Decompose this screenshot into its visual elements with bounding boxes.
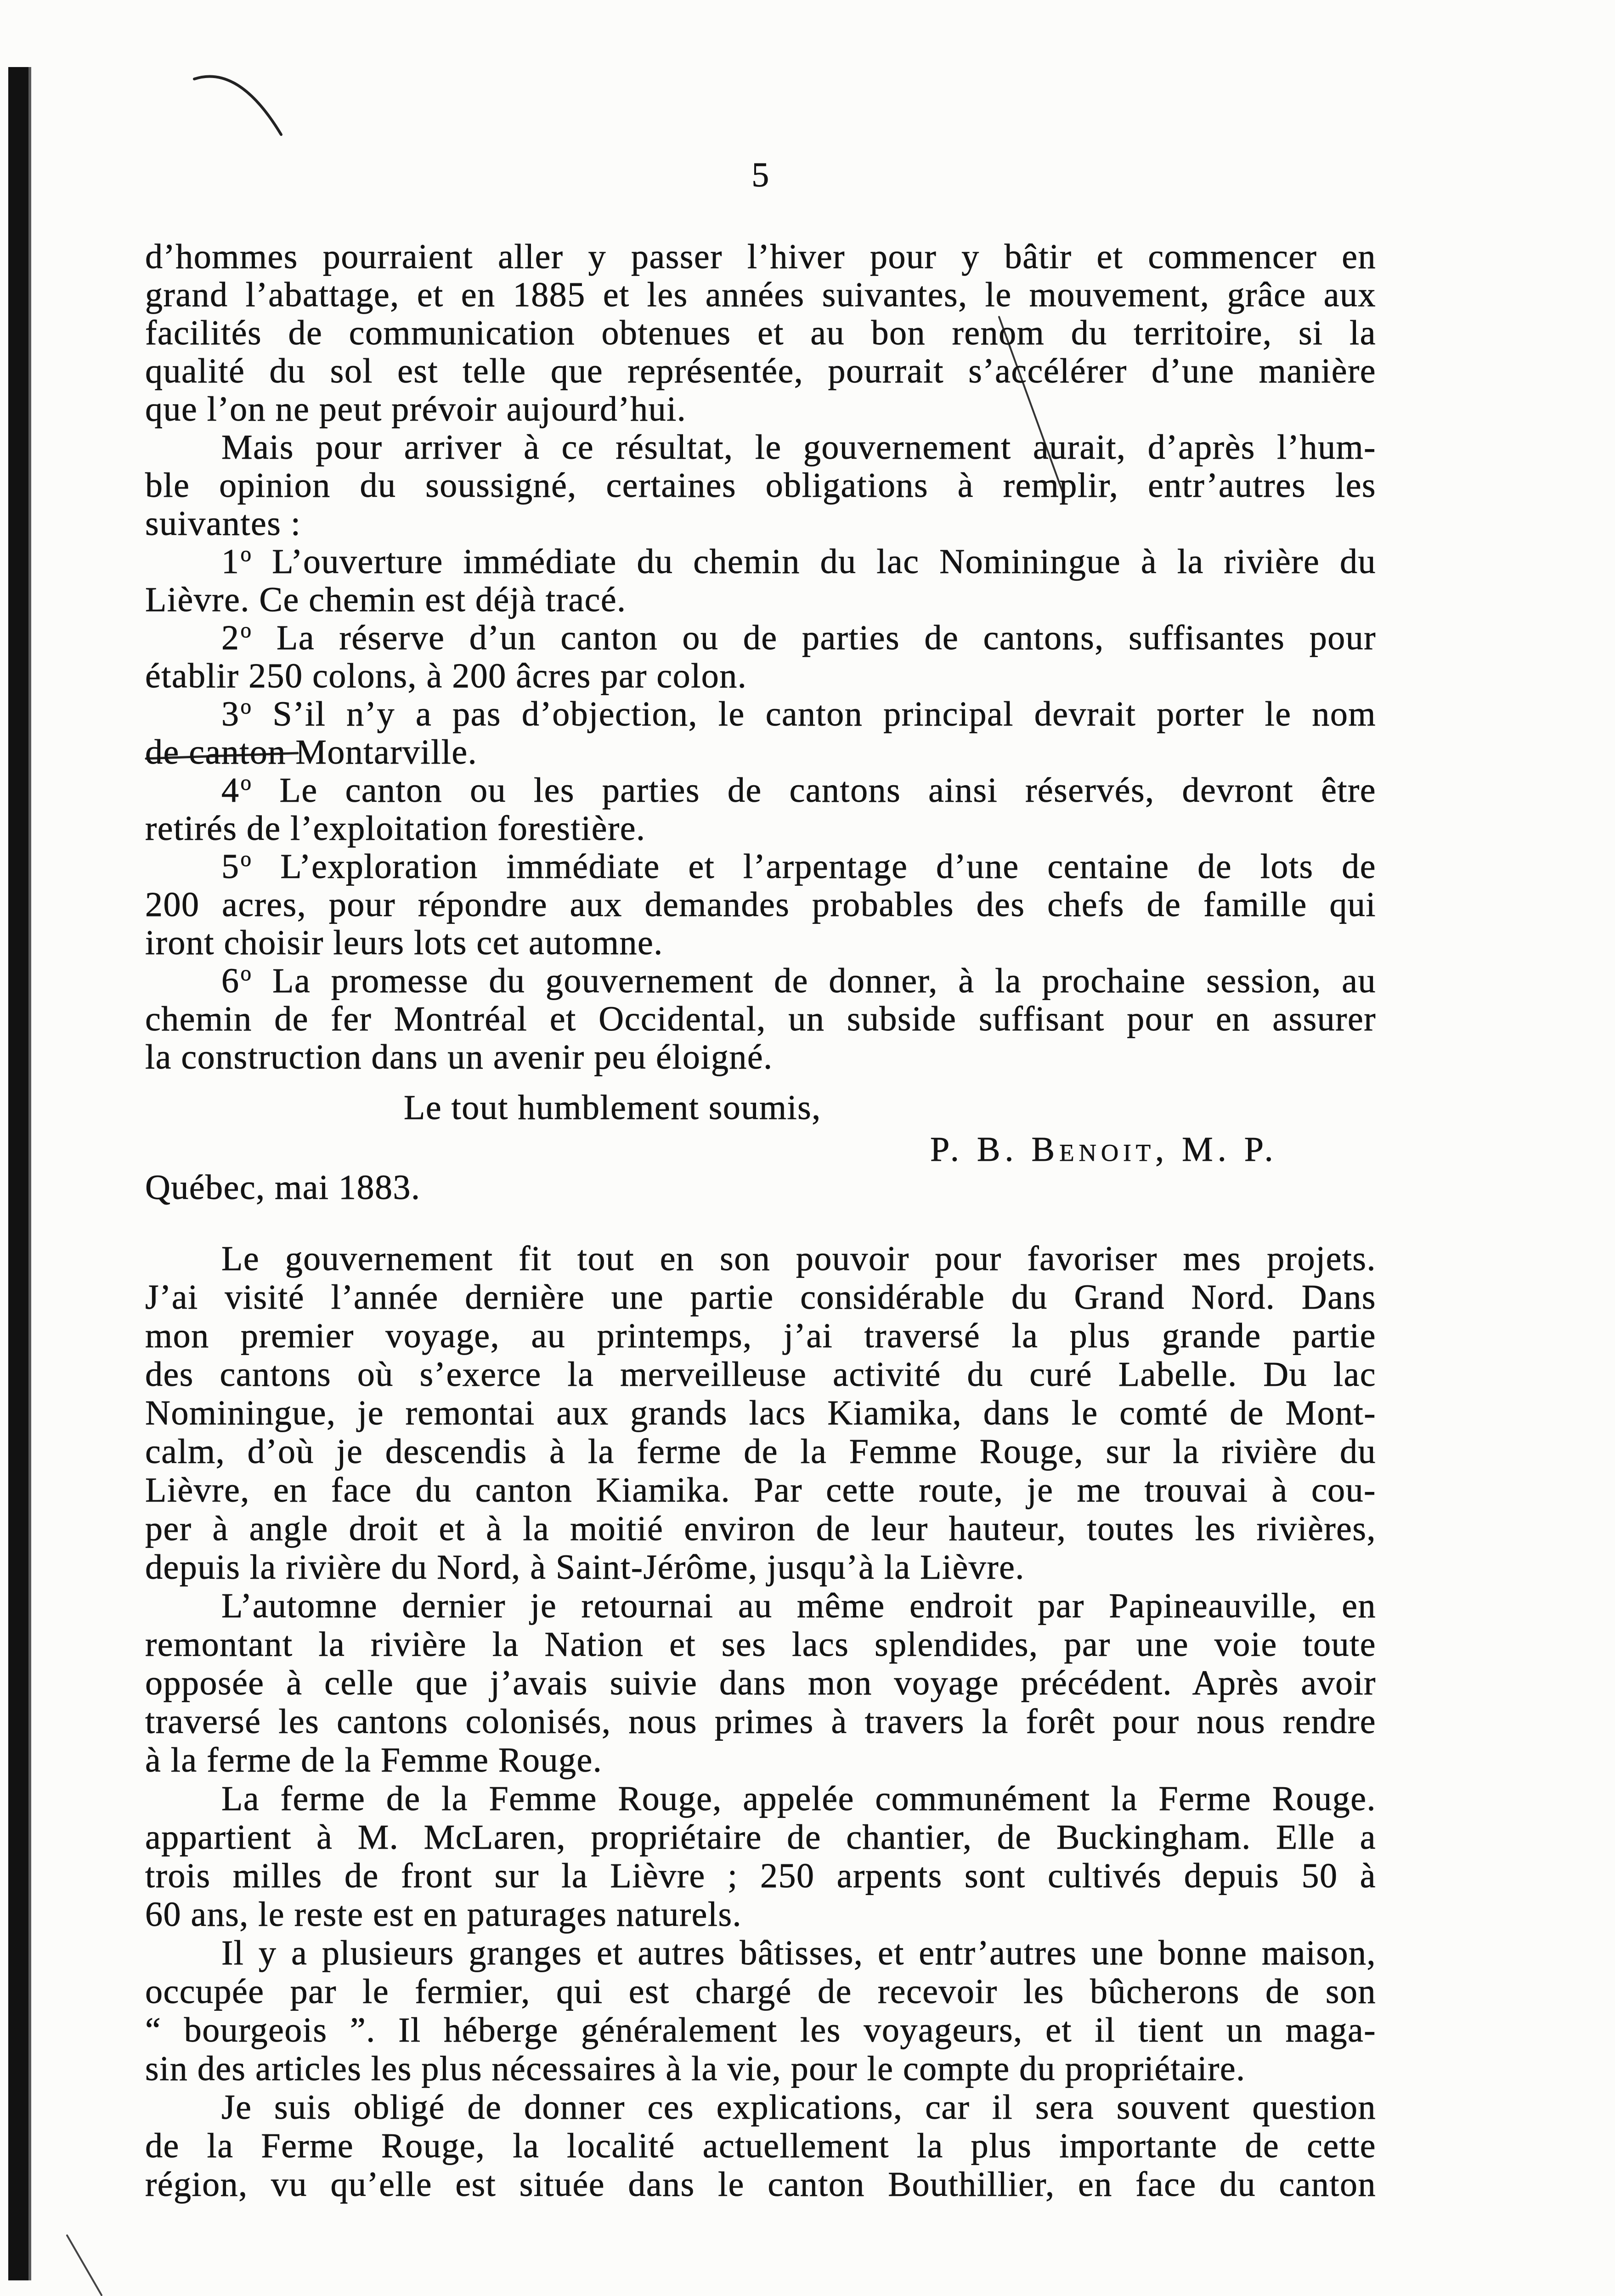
- page-text: [145, 238, 1376, 2204]
- list-item-text: La promesse du gouvernement de donner, à la prochaine session, au: [272, 962, 1376, 1000]
- text-line: région, vu qu’elle est située dans le canton Bouthillier, en face du canton: [145, 2165, 1376, 2204]
- list-item-ordinal: o: [240, 542, 252, 567]
- text-line: iront choisir leurs lots cet automne.: [145, 923, 663, 962]
- text-line: mon premier voyage, au printemps, j’ai traversé la plus grande partie: [145, 1317, 1376, 1355]
- text-line: des cantons où s’exerce la merveilleuse activité du curé Labelle. Du lac: [145, 1355, 1376, 1394]
- list-item-ordinal: o: [240, 771, 252, 795]
- text-line: [145, 543, 1376, 581]
- list-item-text: Le canton ou les parties de cantons ainsi réservés, devront être: [279, 771, 1376, 810]
- closing-line: Le tout humblement soumis,: [404, 1088, 821, 1127]
- text-line: que l’on ne peut prévoir aujourd’hui.: [145, 390, 687, 428]
- list-item-text: S’il n’y a pas d’objection, le canton principal devrait porter le nom: [272, 695, 1376, 733]
- list-item-ordinal: o: [240, 962, 252, 986]
- paragraph: [145, 1934, 1376, 2088]
- text-line: remontant la rivière la Nation et ses lacs splendides, par une voie toute: [145, 1625, 1376, 1664]
- text-line: ble opinion du soussigné, certaines obligations à remplir, entr’autres les: [145, 466, 1376, 505]
- text-line: per à angle droit et à la moitié environ de leur hauteur, toutes les rivières,: [145, 1509, 1376, 1548]
- text-line: 60 ans, le reste est en paturages naturels.: [145, 1895, 742, 1934]
- list-item-number: 3: [221, 695, 240, 733]
- text-line: calm, d’où je descendis à la ferme de la Femme Rouge, sur la rivière du: [145, 1432, 1376, 1471]
- text-line: suivantes :: [145, 504, 301, 543]
- text-line: J’ai visité l’année dernière une partie considérable du Grand Nord. Dans: [145, 1278, 1376, 1317]
- list-item: [145, 771, 1376, 848]
- list-item-ordinal: o: [240, 695, 252, 719]
- paragraph: [145, 238, 1376, 428]
- scan-edge-shadow: [28, 67, 31, 2280]
- text-line: établir 250 colons, à 200 âcres par colon.: [145, 657, 747, 695]
- text-line: opposée à celle que j’avais suivie dans mon voyage précédent. Après avoir: [145, 1664, 1376, 1702]
- list-item: [145, 543, 1376, 619]
- paragraph: [145, 1239, 1376, 1587]
- list-item: [145, 962, 1376, 1076]
- text-line: grand l’abattage, et en 1885 et les années suivantes, le mouvement, grâce aux: [145, 276, 1376, 314]
- text-line: Mais pour arriver à ce résultat, le gouvernement aurait, d’après l’hum-: [221, 428, 1376, 467]
- text-line: La ferme de la Femme Rouge, appelée communément la Ferme Rouge.: [221, 1779, 1376, 1818]
- text-line: sin des articles les plus nécessaires à la vie, pour le compte du propriétaire.: [145, 2049, 1246, 2088]
- text-line: la construction dans un avenir peu éloigné.: [145, 1038, 773, 1076]
- text-line: trois milles de front sur la Lièvre ; 250 arpents sont cultivés depuis 50 à: [145, 1857, 1376, 1895]
- signature: P. B. Benoit, M. P.: [930, 1130, 1278, 1169]
- list-item-number: 5: [221, 847, 240, 886]
- paragraph: [145, 428, 1376, 543]
- list-item-number: 1: [221, 542, 240, 581]
- page-number: 5: [751, 156, 770, 194]
- text-line: [145, 695, 1376, 733]
- text-line: Il y a plusieurs granges et autres bâtisses, et entr’autres une bonne maison,: [221, 1934, 1376, 1972]
- list-item-ordinal: o: [240, 619, 252, 643]
- text-line: retirés de l’exploitation forestière.: [145, 809, 646, 848]
- report-section: [145, 238, 1376, 1207]
- paragraph: [145, 2088, 1376, 2204]
- text-line: L’automne dernier je retournai au même endroit par Papineauville, en: [221, 1587, 1376, 1625]
- list-item-text: L’exploration immédiate et l’arpentage d’une centaine de lots de: [280, 847, 1377, 886]
- list-item-number: 2: [221, 619, 240, 657]
- text-line: de la Ferme Rouge, la localité actuellement la plus importante de cette: [145, 2127, 1376, 2165]
- pen-corner-mark: [67, 2235, 102, 2295]
- text-line: chemin de fer Montréal et Occidental, un subside suffisant pour en assurer: [145, 1000, 1376, 1038]
- text-line: de canton Montarville.: [145, 733, 478, 771]
- text-line: Nominingue, je remontai aux grands lacs Kiamika, dans le comté de Mont-: [145, 1394, 1376, 1432]
- narrative-section: [145, 1239, 1376, 2204]
- text-line: Le gouvernement fit tout en son pouvoir pour favoriser mes projets.: [221, 1239, 1376, 1278]
- list-item-text: L’ouverture immédiate du chemin du lac Nominingue à la rivière du: [272, 542, 1376, 581]
- text-line: “ bourgeois ”. Il héberge généralement les voyageurs, et il tient un maga-: [145, 2011, 1376, 2049]
- scan-edge: [8, 67, 28, 2280]
- text-line: traversé les cantons colonisés, nous primes à travers la forêt pour nous rendre: [145, 1702, 1376, 1741]
- text-line: Lièvre. Ce chemin est déjà tracé.: [145, 580, 627, 619]
- list-item-text: La réserve d’un canton ou de parties de cantons, suffisantes pour: [276, 619, 1377, 657]
- list-item: [145, 619, 1376, 695]
- text-line: [145, 771, 1376, 810]
- list-item-ordinal: o: [240, 847, 252, 872]
- pen-curve-mark: [194, 76, 281, 135]
- list-item: [145, 695, 1376, 771]
- list-item-number: 4: [221, 771, 240, 810]
- text-line: facilités de communication obtenues et au bon renom du territoire, si la: [145, 314, 1376, 352]
- text-line: 200 acres, pour répondre aux demandes probables des chefs de famille qui: [145, 885, 1376, 924]
- text-line: appartient à M. McLaren, propriétaire de chantier, de Buckingham. Elle a: [145, 1818, 1376, 1857]
- paragraph: [145, 1779, 1376, 1934]
- text-line: qualité du sol est telle que représentée, pourrait s’accélérer d’une manière: [145, 352, 1376, 390]
- text-line: [145, 848, 1376, 886]
- place-date: Québec, mai 1883.: [145, 1168, 421, 1207]
- text-line: Lièvre, en face du canton Kiamika. Par cette route, je me trouvai à cou-: [145, 1471, 1376, 1509]
- text-line: occupée par le fermier, qui est chargé de recevoir les bûcherons de son: [145, 1972, 1376, 2011]
- text-line: d’hommes pourraient aller y passer l’hiver pour y bâtir et commencer en: [145, 237, 1376, 276]
- text-line: Je suis obligé de donner ces explications, car il sera souvent question: [221, 2088, 1376, 2127]
- paragraph: [145, 1587, 1376, 1779]
- list-item-number: 6: [221, 962, 240, 1000]
- list-item: [145, 848, 1376, 962]
- text-line: [145, 619, 1376, 657]
- text-line: à la ferme de la Femme Rouge.: [145, 1741, 603, 1779]
- text-line: [145, 962, 1376, 1000]
- text-line: depuis la rivière du Nord, à Saint-Jérôme, jusqu’à la Lièvre.: [145, 1548, 1025, 1587]
- obligations-list: [145, 543, 1376, 1076]
